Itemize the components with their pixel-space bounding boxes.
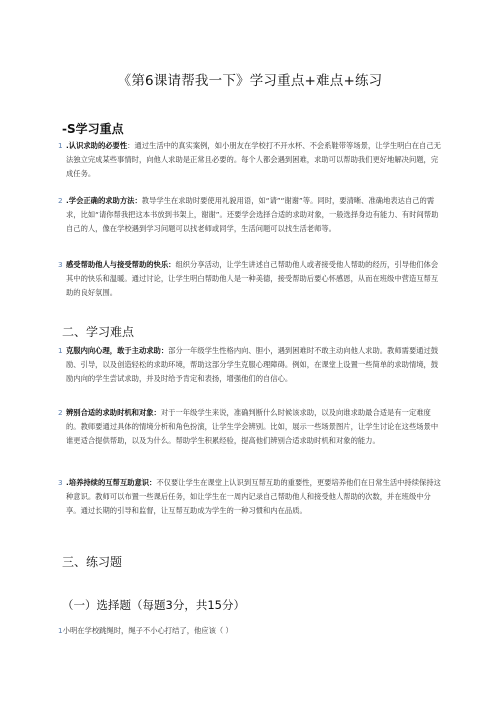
subsection-heading-multiple-choice: （一）选择题（每题3分，共15分） — [62, 598, 245, 612]
item-number: 1 — [58, 141, 63, 150]
question-text: 小明在学校跳绳时，绳子不小心打结了，他应该（ ） — [62, 626, 233, 635]
item-number: 1 — [58, 346, 63, 355]
item-text: 不仅要让学生在课堂上认识到互帮互助的重要性，更要培养他们在日常生活中持续保持这种意识。教师可以布置一些课后任务，如让学生在一周内记录自己帮助他人和接受他人帮助的次数，并在班级中分享。通过长期的引导和监督，让互帮互助成为学生的一种习惯和内在品质。 — [66, 478, 441, 516]
document-title: 《第6课请帮我一下》学习重点+难点+练习 — [117, 73, 383, 89]
list-item — [58, 258, 442, 301]
item-text: 对于一年级学生来说，准确判断什么时候该求助，以及向谁求助最合适是有一定难度的。教师要通过具体的情境分析和角色扮演，让学生学会辨别。比如，展示一些场景图片，让学生讨论在这些场景中谁更适合提供帮助，以及为什么。帮助学生积累经验，提高他们辨别合适求助时机和对象的能力。 — [66, 408, 439, 446]
section-heading-key-points: -S学习重点 — [62, 122, 124, 136]
item-lead: .学会正确的求助方法： — [66, 196, 142, 205]
question-item — [58, 626, 233, 636]
section-heading-exercises: 三、练习题 — [62, 555, 123, 569]
item-number: 3 — [58, 260, 63, 269]
list-item — [58, 139, 442, 182]
section-heading-difficulties: 二、学习难点 — [62, 325, 135, 339]
item-number: 3 — [58, 478, 63, 487]
list-item — [58, 344, 442, 387]
item-text: 组织分享活动，让学生讲述自己帮助他人或者接受他人帮助的经历，引导他们体会其中的快乐和温暖。通过讨论，让学生明白帮助他人是一种美德，接受帮助后要心怀感恩，从而在班级中营造互帮互助的良好氛围。 — [66, 260, 439, 298]
list-item — [58, 194, 442, 237]
item-text: 部分一年级学生性格内向、胆小，遇到困难时不敢主动向他人求助。教师需要通过鼓励、引导，以及创造轻松的求助环境，帮助这部分学生克服心理障碍。例如，在课堂上设置一些简单的求助情境，鼓励内向的学生尝试求助，并及时给予肯定和表扬，增强他们的自信心。 — [66, 346, 439, 384]
item-lead: 辨别合适的求助时机和对象： — [66, 408, 161, 417]
item-text: ：通过生活中的真实案例，如小朋友在学校打不开水杯、不会系鞋带等场景，让学生明白在自己无法独立完成某些事情时，向他人求助是正常且必要的。每个人都会遇到困难，求助可以帮助我们更好地解决问题，完成任务。 — [66, 141, 441, 179]
question-number: 1 — [58, 626, 63, 635]
list-item — [58, 406, 442, 449]
list-item — [58, 476, 442, 519]
item-number: 2 — [58, 196, 63, 205]
item-lead: 感受帮助他人与接受帮助的快乐： — [66, 260, 176, 269]
item-lead: .认识求助的必要性 — [66, 141, 128, 150]
item-number: 2 — [58, 408, 63, 417]
item-text: 教导学生在求助时要使用礼貌用语，如“请”“谢谢”等。同时，要清晰、准确地表达自己的需求，比如“请你帮我把这本书放到书架上，谢谢”。还要学会选择合适的求助对象，一般选择身边有能力、有时间帮助自己的人，像在学校遇到学习问题可以找老师或同学，生活问题可以找生活老师等。 — [66, 196, 439, 234]
item-lead: 克服内向心理，敢于主动求助： — [66, 346, 169, 355]
item-lead: .培养持续的互帮互助意识： — [66, 478, 157, 487]
